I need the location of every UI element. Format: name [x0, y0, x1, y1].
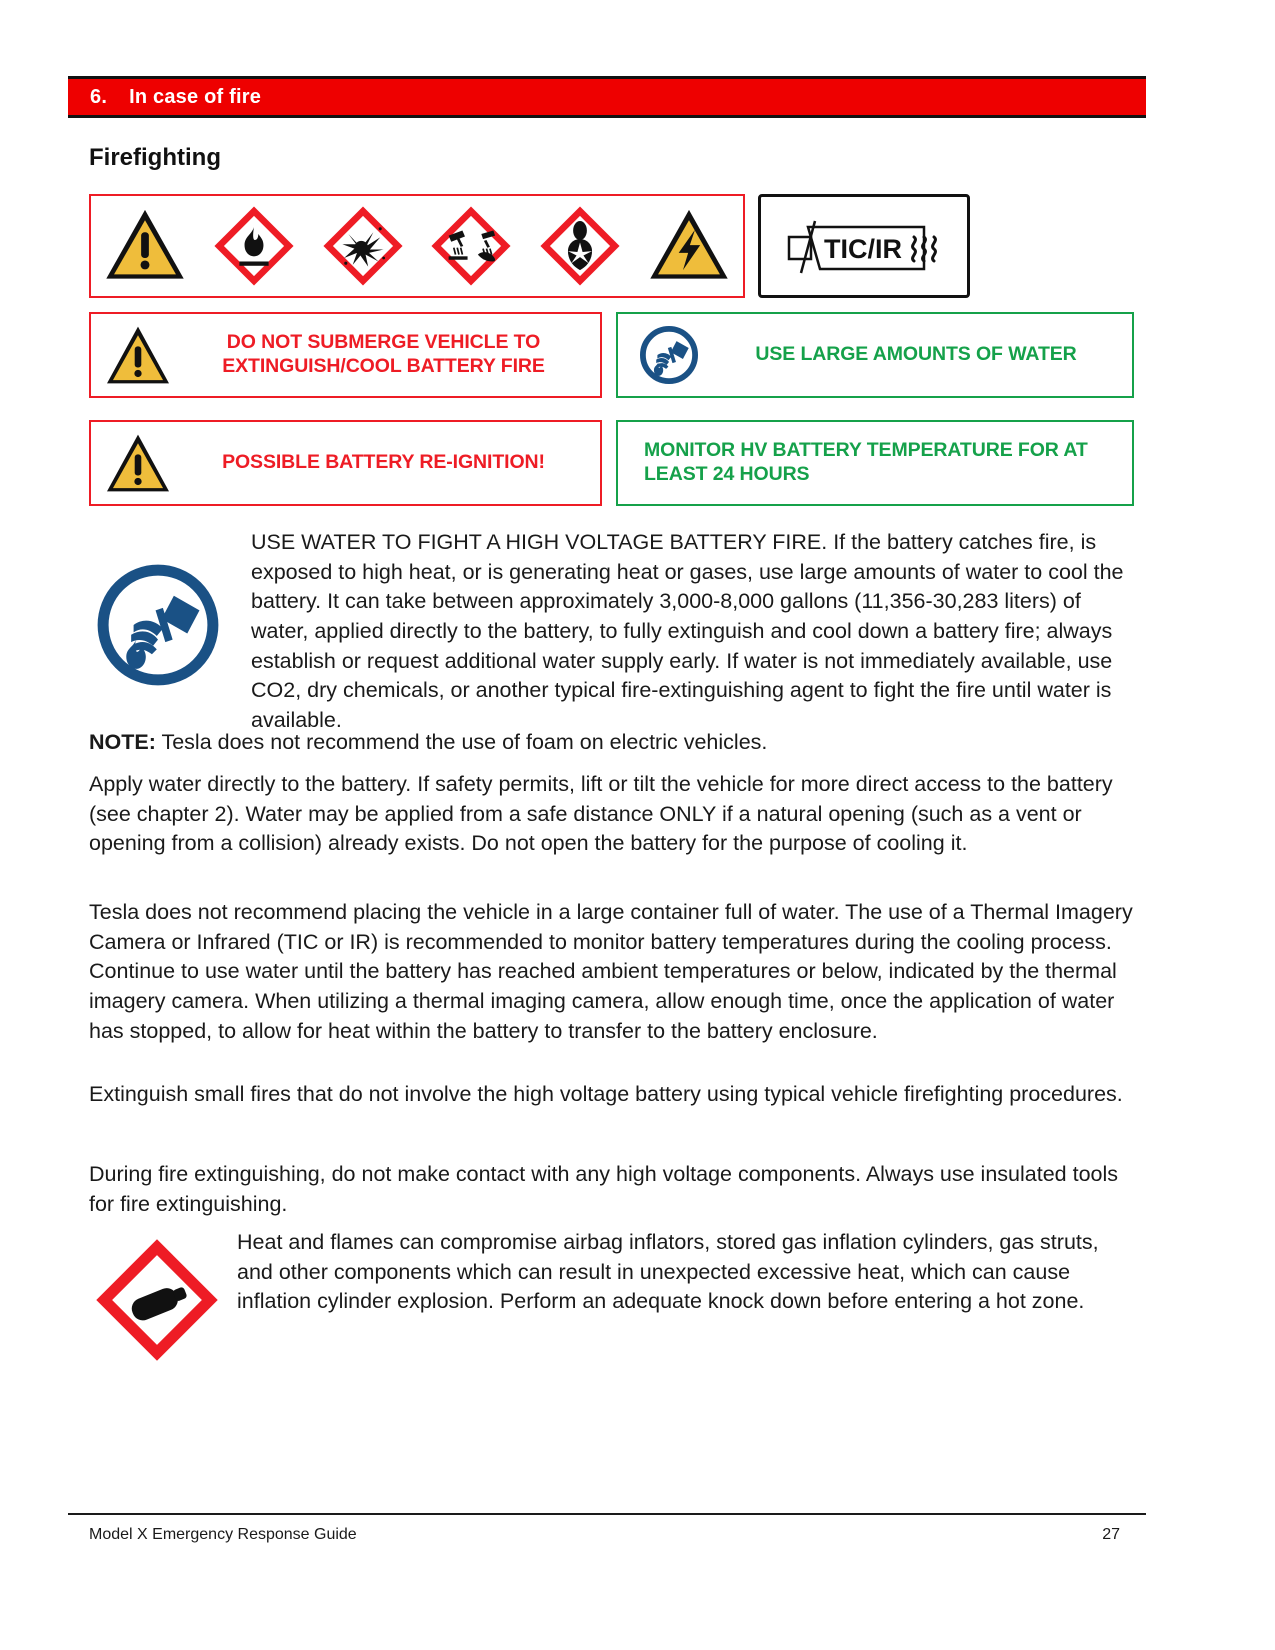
general-warning-triangle-icon: [102, 203, 188, 289]
gas-cylinder-warning-paragraph: Heat and flames can compromise airbag inflators, stored gas inflation cylinders, gas struts, and other components which can result in unexpected excessive heat, which can cause inflation cylinder explosion. Perform an adequate knock down before entering a hot zone.: [237, 1230, 1099, 1314]
alert-possible-battery-re-ignition: [89, 420, 602, 506]
tic-ir-box: [758, 194, 970, 298]
note-label: NOTE:: [89, 730, 156, 754]
health-hazard-diamond-icon: [537, 203, 623, 289]
gas-cylinder-diamond-icon: [91, 1234, 223, 1366]
alert-text-do-not-submerge: DO NOT SUBMERGE VEHICLE TO EXTINGUISH/COOL BATTERY FIRE: [222, 331, 545, 377]
during-extinguishing-paragraph: During fire extinguishing, do not make contact with any high voltage components. Always use insulated tools for fire extinguishing.: [89, 1162, 1119, 1216]
extinguish-small-fires-paragraph: Extinguish small fires that do not involve the high voltage battery using typical vehicle firefighting procedures.: [89, 1082, 1123, 1106]
electrical-hazard-triangle-icon: [646, 203, 732, 289]
chapter-header-bar: [68, 76, 1146, 118]
note-text: Tesla does not recommend the use of foam on electric vehicles.: [155, 730, 768, 754]
alert-text-use-large-amounts-of-water: USE LARGE AMOUNTS OF WATER: [755, 343, 1077, 366]
alert-text-possible-battery-re-ignition: POSSIBLE BATTERY RE-IGNITION!: [222, 451, 545, 474]
chapter-title: In case of fire: [129, 85, 262, 108]
chapter-number: 6.: [90, 85, 108, 108]
gas-cylinder-warning-block: [89, 1228, 1135, 1366]
alert-monitor-hv-battery-temperature: [616, 420, 1134, 506]
footer-document-title: Model X Emergency Response Guide: [89, 1526, 357, 1543]
footer-page-number: 27: [1102, 1526, 1120, 1543]
warning-triangle-icon: [105, 324, 171, 386]
note-line: [89, 728, 1135, 758]
flammable-diamond-icon: [211, 203, 297, 289]
water-guidance-paragraph: USE WATER TO FIGHT A HIGH VOLTAGE BATTERY FIRE. If the battery catches fire, is exposed to high heat, or is generating heat or gases, use large amounts of water to cool the battery. It can take between approximately 3,000-8,000 gallons (11,356-30,283 liters) of water, applied directly to the battery, to fully extinguish and cool down a battery fire; always establish or request additional water supply early. If water is not immediately available, use CO2, dry chemicals, or another typical fire-extinguishing agent to fight the fire until water is available.: [251, 530, 1124, 732]
hazard-pictogram-strip: [89, 194, 745, 298]
alert-use-large-amounts-of-water: [616, 312, 1134, 398]
water-extinguish-icon: [640, 326, 698, 384]
thermal-imaging-paragraph: Tesla does not recommend placing the vehicle in a large container full of water. The use of a Thermal Imagery Camera or Infrared (TIC or IR) is recommended to monitor battery temperatures during the cooling process. Continue to use water until the battery has reached ambient temperatures or below, indicated by the thermal imagery camera. When utilizing a thermal imaging camera, allow enough time, once the application of water has stopped, to allow for heat within the battery to transfer to the battery enclosure.: [89, 900, 1133, 1043]
warning-triangle-icon: [105, 432, 171, 494]
explosive-diamond-icon: [320, 203, 406, 289]
apply-water-paragraph: Apply water directly to the battery. If safety permits, lift or tilt the vehicle for more direct access to the battery (see chapter 2). Water may be applied from a safe distance ONLY if a natural opening (such as a vent or opening from a collision) already exists. Do not open the battery for the purpose of cooling it.: [89, 772, 1113, 856]
alert-text-monitor-hv-battery-temperature: MONITOR HV BATTERY TEMPERATURE FOR AT LEAST 24 HOURS: [644, 439, 1088, 485]
thermal-imaging-camera-icon: [774, 207, 954, 285]
section-heading: Firefighting: [89, 144, 221, 171]
corrosive-diamond-icon: [428, 203, 514, 289]
water-guidance-block: [89, 528, 1134, 736]
footer-divider: [68, 1513, 1146, 1515]
svg-text:TIC/IR: TIC/IR: [824, 234, 902, 264]
alert-do-not-submerge: [89, 312, 602, 398]
water-extinguish-icon: [97, 564, 219, 686]
